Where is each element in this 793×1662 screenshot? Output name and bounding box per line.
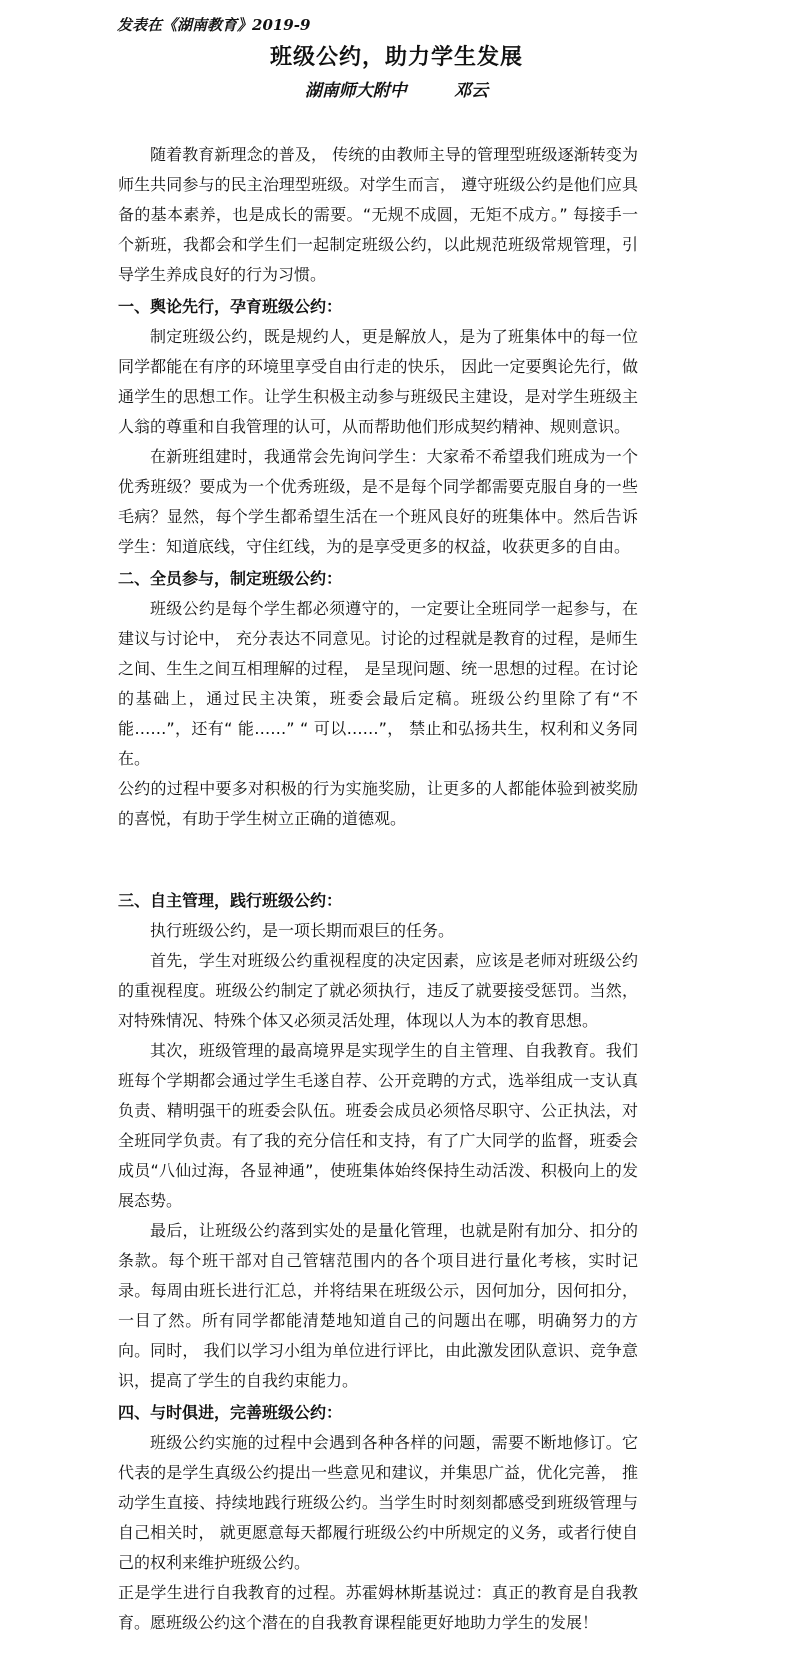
author-line: 湖南师大附中 邓云 [304, 81, 489, 101]
section-gap [118, 834, 638, 884]
section-4-paragraph-1: 班级公约实施的过程中会遇到各种各样的问题，需要不断地修订。它代表的是学生真级公约提出一些意见和建议，并集思广益，优化完善， 推动学生直接、持续地践行班级公约。当学生时时刻刻都感受到班级管理与自己相关时， 就更愿意每天都履行班级公约中所规定的义务，或者行使自己的权利来维护班级公约。 [118, 1433, 638, 1572]
publication-note: 发表在《湖南教育》2019-9 [117, 16, 311, 34]
section-1-paragraph-1: 制定班级公约，既是规约人，更是解放人，是为了班集体中的每一位同学都能在有序的环境里享受自由行走的快乐， 因此一定要舆论先行，做通学生的思想工作。让学生积极主动参与班级民主建设，是对学生班级主人翁的尊重和自我管理的认可，从而帮助他们形成契约精神、规则意识。 [118, 327, 638, 436]
page-title: 班级公约，助力学生发展 [269, 44, 523, 70]
section-3-paragraph-4: 最后，让班级公约落到实处的是量化管理，也就是附有加分、扣分的条款。每个班干部对自己管辖范围内的各个项目进行量化考核，实时记录。每周由班长进行汇总，并将结果在班级公示，因何加分，因何扣分，一目了然。所有同学都能清楚地知道自己的问题出在哪，明确努力的方向。同时， 我们以学习小组为单位进行评比，由此激发团队意识、竞争意识，提高了学生的自我约束能力。 [118, 1221, 638, 1390]
section-2-heading: 二、全员参与，制定班级公约： [118, 569, 343, 588]
section-4-continuation: 正是学生进行自我教育的过程。苏霍姆林斯基说过：真正的教育是自我教育。愿班级公约这个潜在的自我教育课程能更好地助力学生的发展！ [118, 1583, 638, 1632]
section-2-paragraph-1: 班级公约是每个学生都必须遵守的，一定要让全班同学一起参与，在建议与讨论中， 充分表达不同意见。讨论的过程就是教育的过程，是师生之间、生生之间互相理解的过程， 是呈现问题、统一思想的过程。在讨论的基础上，通过民主决策，班委会最后定稿。班级公约里除了有“不能……”，还有“ 能……” “ 可以……”， 禁止和弘扬共生，权利和义务同在。 [118, 599, 638, 768]
section-1-paragraph-2: 在新班组建时，我通常会先询问学生：大家希不希望我们班成为一个优秀班级？要成为一个优秀班级，是不是每个同学都需要克服自身的一些毛病？显然，每个学生都希望生活在一个班风良好的班集体中。然后告诉学生：知道底线，守住红线，为的是享受更多的权益，收获更多的自由。 [118, 447, 638, 556]
section-3-paragraph-2: 首先，学生对班级公约重视程度的决定因素，应该是老师对班级公约的重视程度。班级公约制定了就必须执行，违反了就要接受惩罚。当然，对特殊情况、特殊个体又必须灵活处理，体现以人为本的教育思想。 [118, 951, 638, 1030]
section-2-continuation: 公约的过程中要多对积极的行为实施奖励，让更多的人都能体验到被奖励的喜悦，有助于学生树立正确的道德观。 [118, 779, 638, 828]
section-3-paragraph-1: 执行班级公约，是一项长期而艰巨的任务。 [150, 921, 455, 940]
section-4-heading: 四、与时俱进，完善班级公约： [118, 1403, 343, 1422]
section-3-paragraph-3: 其次，班级管理的最高境界是实现学生的自主管理、自我教育。我们班每个学期都会通过学生毛遂自荐、公开竞聘的方式，选举组成一支认真负责、精明强干的班委会队伍。班委会成员必须恪尽职守、公正执法，对全班同学负责。有了我的充分信任和支持，有了广大同学的监督，班委会成员“八仙过海，各显神通”，使班集体始终保持生动活泼、积极向上的发展态势。 [118, 1041, 638, 1210]
intro-paragraph: 随着教育新理念的普及， 传统的由教师主导的管理型班级逐渐转变为师生共同参与的民主治理型班级。对学生而言， 遵守班级公约是他们应具备的基本素养，也是成长的需要。“无规不成圆，无矩不成方。” 每接手一个新班，我都会和学生们一起制定班级公约，以此规范班级常规管理，引导学生养成良好的行为习惯。 [118, 145, 638, 284]
article-body [118, 140, 638, 1638]
section-3-heading: 三、自主管理，践行班级公约： [118, 891, 343, 910]
section-1-heading: 一、舆论先行，孕育班级公约： [118, 297, 343, 316]
